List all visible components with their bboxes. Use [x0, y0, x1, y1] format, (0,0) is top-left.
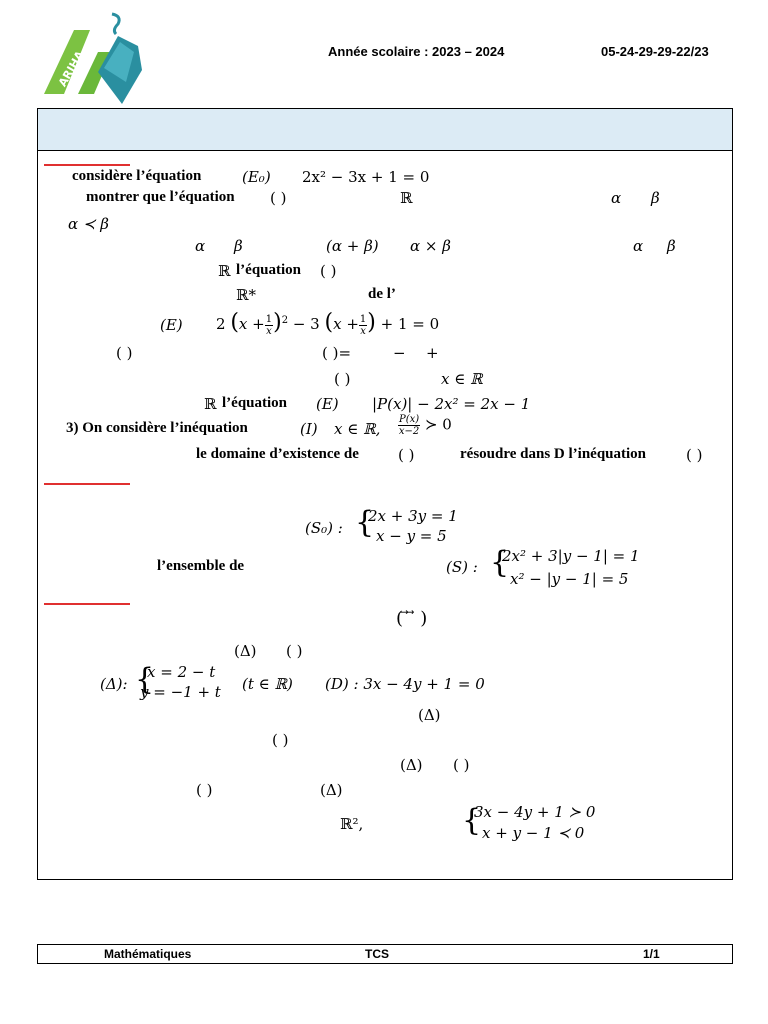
- ex3-l3-eq2: y = −1 + t: [140, 683, 221, 701]
- footer-subject: Mathématiques: [104, 947, 192, 961]
- ex3-l2-paren: ( ): [286, 642, 303, 660]
- ex1-l10-R: ℝ: [204, 395, 217, 413]
- ex3-l7-paren: ( ): [196, 781, 213, 799]
- ex3-l3-D: (D) : 3x − 4y + 1 = 0: [325, 675, 485, 693]
- ex2-s0-eq2: x − y = 5: [376, 527, 447, 545]
- ex1-eq-name: (E₀): [242, 168, 271, 186]
- title-bar: [37, 108, 733, 151]
- ex1-l7-equation: 2 (x + $\frac{1}{x}$ )$^2$ − 3 (x + $\frac{1}{x}$ ) + 1 = 0: [216, 310, 440, 337]
- ex1-order: α ≺ β: [68, 215, 109, 233]
- exercise-1-marker: [44, 164, 130, 166]
- ex3-l7-delta: (Δ): [320, 781, 343, 799]
- footer-page-number: 1/1: [643, 947, 660, 961]
- ex1-line2-alpha: α: [611, 189, 622, 207]
- ex3-l8-eq2: x + y − 1 ≺ 0: [482, 824, 585, 842]
- ex1-l10-text: l’équation: [222, 395, 288, 411]
- ex1-l12-paren2: ( ): [686, 446, 703, 464]
- ex1-line2-text: montrer que l’équation: [86, 189, 235, 205]
- ex1-l11-x: x ∈ ℝ,: [334, 420, 381, 438]
- ex1-l8-paren2: ( )=: [322, 344, 352, 362]
- ex1-l4-beta2: β: [667, 237, 676, 255]
- ex3-l3-eq1: x = 2 − t: [147, 663, 216, 681]
- ex1-l11-text: 3) On considère l’inéquation: [66, 420, 248, 436]
- document-code: 05-24-29-29-22/23: [601, 44, 709, 59]
- ex1-l8-minus: −: [393, 344, 406, 362]
- ex1-l10-equation: |P(x)| − 2x² = 2x − 1: [372, 395, 531, 413]
- ex3-l8-brace: {: [462, 803, 482, 838]
- ex1-l4-sum: (α + β): [326, 237, 379, 255]
- ex3-l3-brace: {: [135, 662, 155, 697]
- ex1-line2-beta: β: [651, 189, 660, 207]
- ex1-l12-text2: résoudre dans D l’inéquation: [460, 446, 647, 462]
- ex1-l4-alpha2: α: [633, 237, 644, 255]
- footer-level: TCS: [365, 947, 389, 961]
- ex1-l7-name: (E): [160, 316, 183, 334]
- ex2-s0-brace: {: [355, 505, 375, 540]
- ex2-s-text: l’ensemble de: [157, 558, 245, 574]
- ex2-s0-name: (S₀) :: [305, 519, 343, 537]
- ex1-l4-alpha: α: [195, 237, 206, 255]
- ex1-l9-paren: ( ): [334, 370, 351, 388]
- ex1-line2-R: ℝ: [400, 189, 413, 207]
- ex1-l12-text: le domaine d’existence de: [196, 446, 359, 462]
- ex1-l8-plus: +: [426, 344, 439, 362]
- ex1-l8-paren1: ( ): [116, 344, 133, 362]
- ex1-l5-R: ℝ: [218, 262, 231, 280]
- ex3-l3-t: (t ∈ ℝ): [242, 675, 293, 693]
- ex3-l3-delta: (Δ):: [100, 675, 128, 693]
- exercise-2-marker: [44, 483, 130, 485]
- page-footer: [37, 944, 733, 964]
- ex1-l11-name: (I): [300, 420, 318, 438]
- ex3-l6-delta: (Δ): [400, 756, 423, 774]
- ex2-s0-eq1: 2x + 3y = 1: [368, 507, 458, 525]
- ex3-l8-R2: ℝ²,: [340, 815, 364, 833]
- ex1-l4-product: α × β: [410, 237, 451, 255]
- ex2-s-brace: {: [490, 545, 510, 580]
- exercise-3-marker: [44, 603, 130, 605]
- ex1-line1-text: considère l’équation: [72, 168, 202, 184]
- ex1-l4-beta: β: [234, 237, 243, 255]
- ex1-l6-Rstar: ℝ*: [236, 286, 256, 304]
- ex1-l12-paren: ( ): [398, 446, 415, 464]
- ex2-s-name: (S) :: [446, 558, 478, 576]
- ex3-l1-paren: ( ⃗ ⃗ ): [396, 608, 428, 629]
- ex3-l5-paren: ( ): [272, 731, 289, 749]
- ex1-line2-paren: ( ): [270, 189, 287, 207]
- ex3-l6-paren: ( ): [453, 756, 470, 774]
- ex3-l2-delta: (Δ): [234, 642, 257, 660]
- ex1-l5-paren: ( ): [320, 262, 337, 280]
- ex1-l5-text: l’équation: [236, 262, 302, 278]
- ex1-l9-x: x ∈ ℝ: [441, 370, 483, 388]
- ex1-l6-text: de l’: [368, 286, 396, 302]
- ex1-l10-name: (E): [316, 395, 339, 413]
- school-logo: [42, 12, 152, 113]
- ex1-equation: 2x² − 3x + 1 = 0: [302, 168, 430, 186]
- svg-text:ARIHA: ARIHA: [56, 48, 87, 89]
- ex2-s-eq2: x² − |y − 1| = 5: [510, 570, 629, 588]
- ex3-l4-delta: (Δ): [418, 706, 441, 724]
- ex2-s-eq1: 2x² + 3|y − 1| = 1: [502, 547, 640, 565]
- ex1-l11-fraction: $\frac{P(x)}{x-2}$ ≻ 0: [398, 414, 452, 437]
- ex3-l8-eq1: 3x − 4y + 1 ≻ 0: [474, 803, 596, 821]
- school-year: Année scolaire : 2023 – 2024: [328, 44, 505, 59]
